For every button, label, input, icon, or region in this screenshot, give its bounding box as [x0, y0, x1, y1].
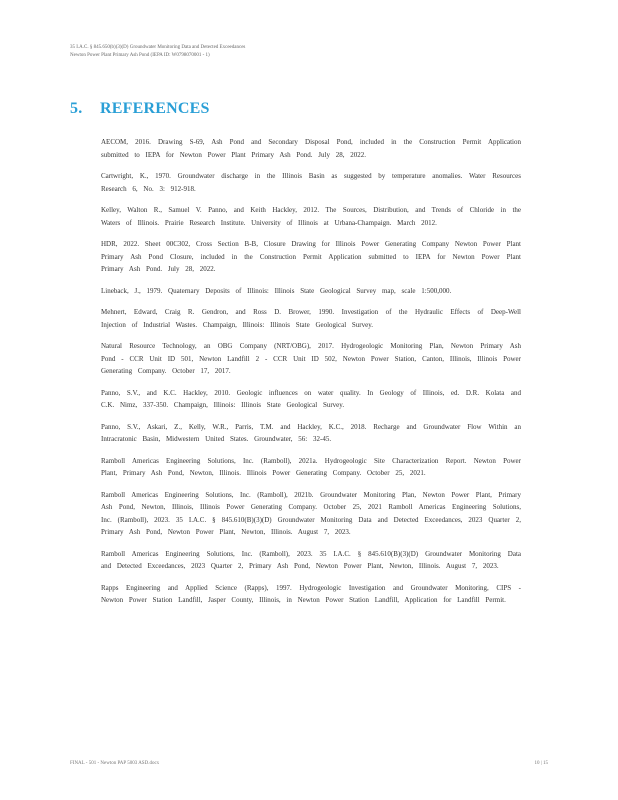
reference-item: HDR, 2022. Sheet 00C302, Cross Section B-B, Closure Drawing for Illinois Power Generating Company Newton Power Plant Primary Ash Pond Closure, included in the Construction Permit Application submitted to IEPA for Newton Power Plant Primary Ash Pond. July 28, 2022.: [101, 240, 521, 273]
reference-item: Mehnert, Edward, Craig R. Gendron, and Ross D. Brower, 1990. Investigation of the Hydraulic Effects of Deep-Well Injection of Industrial Wastes. Champaign, Illinois: Illinois State Geological Survey.: [101, 308, 521, 329]
reference-item: Ramboll Americas Engineering Solutions, Inc. (Ramboll), 2021b. Groundwater Monitoring Plan, Newton Power Plant, Primary Ash Pond, Newton, Illinois, Illinois Power Generating Company. October 25, 2021 Ramboll Americas Engineering Solutions, Inc. (Ramboll), 2023. 35 I.A.C. § 845.610(B)(3)(D) Groundwater Monitoring Data and Detected Exceedances, 2023 Quarter 2, Primary Ash Pond, Newton Power Plant, Newton, Illinois. August 7, 2023.: [101, 490, 521, 536]
reference-item: Panno, S.V., Askari, Z., Kelly, W.R., Parris, T.M. and Hackley, K.C., 2018. Recharge and Groundwater Flow Within an Intracratonic Basin, Midwestern United States. Groundwater, 56: 32-45.: [101, 422, 521, 443]
reference-item: Cartwright, K., 1970. Groundwater discharge in the Illinois Basin as suggested by temperature anomalies. Water Resources Research 6, No. 3: 912-918.: [101, 172, 521, 193]
reference-item: Lineback, J., 1979. Quaternary Deposits of Illinois: Illinois State Geological Survey map, scale 1:500,000.: [101, 286, 452, 295]
page-footer: [70, 761, 548, 766]
footer-page-number: 10 | 15: [534, 761, 548, 766]
reference-item: Ramboll Americas Engineering Solutions, Inc. (Ramboll), 2023. 35 I.A.C. § 845.610(B)(3)(D) Groundwater Monitoring Data and Detected Exceedances, 2023 Quarter 2, Primary Ash Pond, Newton Power Plant, Newton, Illinois. August 7, 2023.: [101, 549, 521, 570]
header-line-1: 35 I.A.C. § 845.650(b)(3)(D) Groundwater Monitoring Data and Detected Exceedances: [70, 45, 246, 50]
running-header: [70, 44, 550, 60]
reference-item: Panno, S.V., and K.C. Hackley, 2010. Geologic influences on water quality. In Geology of Illinois, ed. D.R. Kolata and C.K. Nimz, 337-350. Champaign, Illinois: Illinois State Geological Survey.: [101, 388, 521, 409]
reference-item: Ramboll Americas Engineering Solutions, Inc. (Ramboll), 2021a. Hydrogeologic Site Characterization Report. Newton Power Plant, Primary Ash Pond, Newton, Illinois. Illinois Power Generating Company. October 25, 2021.: [101, 456, 521, 477]
reference-item: Natural Resource Technology, an OBG Company (NRT/OBG), 2017. Hydrogeologic Monitoring Plan, Newton Primary Ash Pond - CCR Unit ID 501, Newton Landfill 2 - CCR Unit ID 502, Newton Power Station, Canton, Illinois, Illinois Power Generating Company. October 17, 2017.: [101, 342, 521, 375]
section-heading: [70, 100, 210, 118]
reference-item: Kelley, Walton R., Samuel V. Panno, and Keith Hackley, 2012. The Sources, Distribution, and Trends of Chloride in the Waters of Illinois. Prairie Research Institute. University of Illinois at Urbana-Champaign. March 2012.: [101, 206, 521, 227]
section-number: 5.: [70, 100, 83, 117]
reference-item: Rapps Engineering and Applied Science (Rapps), 1997. Hydrogeologic Investigation and Groundwater Monitoring, CIPS - Newton Power Station Landfill, Jasper County, Illinois, in Newton Power Station Landfill, Application for Landfill Permit.: [101, 583, 521, 604]
header-line-2: Newton Power Plant Primary Ash Pond (IEPA ID: W0798070001 - 1): [70, 53, 210, 58]
section-title-text: REFERENCES: [100, 100, 210, 117]
reference-list: [101, 136, 521, 616]
reference-item: AECOM, 2016. Drawing S-69, Ash Pond and Secondary Disposal Pond, included in the Construction Permit Application submitted to IEPA for Newton Power Plant Primary Ash Pond. July 28, 2022.: [101, 138, 521, 159]
footer-filename: FINAL - 501 - Newton PAP 5003 ASD.docx: [70, 761, 160, 766]
